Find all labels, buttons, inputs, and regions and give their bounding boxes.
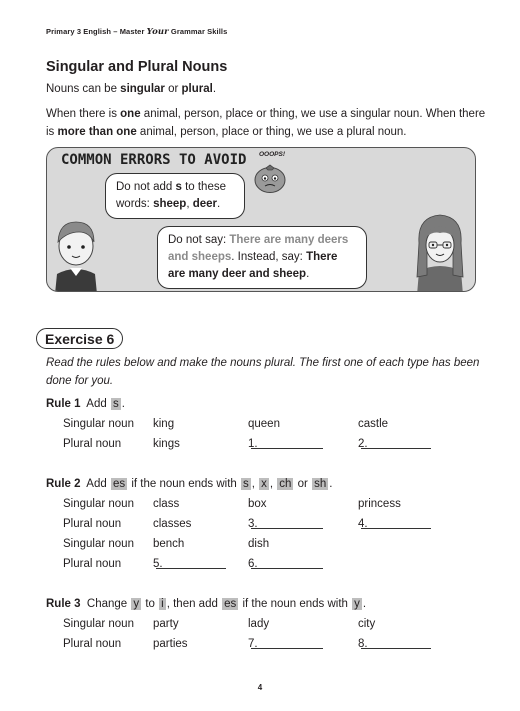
- rule1-singular-row: Singular noun king queen castle: [63, 418, 389, 430]
- answer-blank-8[interactable]: [361, 638, 431, 649]
- rule-1: Rule 1 Add s .: [46, 398, 125, 410]
- common-errors-title: COMMON ERRORS TO AVOID: [61, 152, 247, 168]
- answer-blank-4[interactable]: [361, 518, 431, 529]
- exercise-instructions: Read the rules below and make the nouns plural. The first one of each type has been done for you.: [46, 357, 480, 387]
- header-your: Your: [146, 27, 169, 37]
- rule1-plural-row: Plural noun kings 1. 2.: [0, 438, 520, 454]
- answer-blank-1[interactable]: [251, 438, 323, 449]
- running-header: [46, 27, 227, 37]
- page-number: 4: [257, 683, 263, 692]
- rule-2: Rule 2 Add es if the noun ends with s , x , ch or sh .: [46, 478, 333, 490]
- tomato-mascot-icon: [252, 162, 288, 194]
- rule2-singular-row-1: Singular noun class box princess: [63, 498, 401, 510]
- explanation-paragraph: When there is one animal, person, place or thing, we use a singular noun. When there is more than one animal, person, place or thing, we use a plural noun.: [46, 108, 486, 138]
- rule2-plural-row-2: Plural noun 5. 6.: [0, 558, 520, 574]
- answer-blank-2[interactable]: [361, 438, 431, 449]
- answer-blank-3[interactable]: [251, 518, 323, 529]
- answer-blank-7[interactable]: [251, 638, 323, 649]
- exercise-label: Exercise 6: [36, 328, 123, 349]
- header-text-end: Grammar Skills: [168, 27, 228, 36]
- answer-blank-5[interactable]: [156, 558, 226, 569]
- speech-bubble-girl: Do not say: There are many deers and sheeps. Instead, say: There are many deer and sheep.: [157, 226, 367, 289]
- answer-blank-6[interactable]: [251, 558, 323, 569]
- section-title: Singular and Plural Nouns: [46, 59, 228, 75]
- rule3-singular-row: Singular noun party lady city: [63, 618, 376, 630]
- rule2-plural-row-1: Plural noun classes 3. 4.: [0, 518, 520, 534]
- common-errors-box: [46, 147, 476, 292]
- rule-3: Rule 3 Change y to i , then add es if the noun ends with y .: [46, 598, 367, 610]
- header-text: Primary 3 English – Master: [46, 27, 147, 36]
- rule2-singular-row-2: Singular noun bench dish: [63, 538, 270, 550]
- boy-illustration: [49, 208, 103, 292]
- rule3-plural-row: Plural noun parties 7. 8.: [0, 638, 520, 654]
- girl-illustration: [407, 203, 473, 292]
- speech-bubble-boy: Do not add s to these words: sheep, deer.: [105, 173, 245, 219]
- intro-paragraph: Nouns can be singular or plural.: [46, 83, 217, 95]
- oops-label: OOOPS!: [259, 151, 286, 158]
